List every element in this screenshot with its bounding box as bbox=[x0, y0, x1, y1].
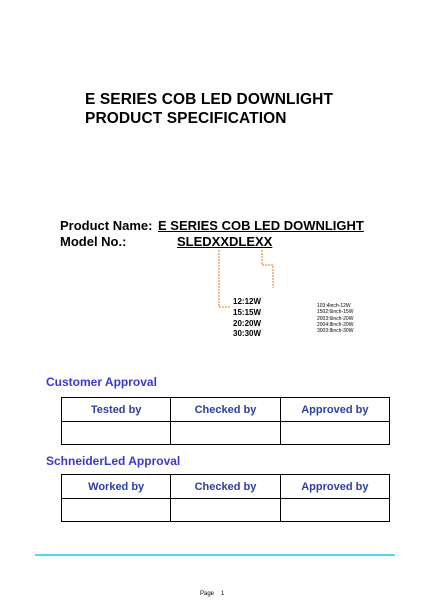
schneiderled-approval-table bbox=[61, 474, 390, 522]
page-number: 1 bbox=[221, 591, 225, 597]
checked-by-header: Checked by bbox=[171, 398, 280, 422]
document-title-line-1: E SERIES COB LED DOWNLIGHT bbox=[85, 91, 334, 108]
wattage-option: 12:12W bbox=[233, 297, 262, 306]
product-name-label: Product Name: bbox=[60, 218, 153, 233]
size-option: 2004:8inch-20W bbox=[317, 322, 354, 328]
table-header-row bbox=[62, 475, 390, 499]
product-name-value: E SERIES COB LED DOWNLIGHT bbox=[158, 218, 364, 233]
size-option: 2003:6inch-20W bbox=[317, 316, 354, 322]
tested-by-header: Tested by bbox=[62, 398, 171, 422]
size-option: 103:4inch-12W bbox=[317, 303, 351, 309]
worked-by-signature-cell[interactable] bbox=[62, 499, 171, 522]
wattage-option: 20:20W bbox=[233, 319, 262, 328]
footer-divider bbox=[35, 554, 395, 556]
checked-by-header: Checked by bbox=[171, 475, 280, 499]
model-number-value: SLEDXXDLEXX bbox=[177, 234, 273, 249]
schneiderled-approval-title: SchneiderLed Approval bbox=[46, 454, 181, 468]
page-label: Page bbox=[200, 591, 215, 597]
signature-row bbox=[62, 422, 390, 445]
signature-row bbox=[62, 499, 390, 522]
approved-by-signature-cell[interactable] bbox=[280, 422, 389, 445]
model-number-label: Model No.: bbox=[60, 234, 127, 249]
customer-approval-table bbox=[61, 397, 390, 445]
page-footer bbox=[200, 591, 231, 597]
checked-by-signature-cell[interactable] bbox=[171, 499, 280, 522]
checked-by-signature-cell[interactable] bbox=[171, 422, 280, 445]
table-header-row bbox=[62, 398, 390, 422]
tested-by-signature-cell[interactable] bbox=[62, 422, 171, 445]
size-option: 3003:8inch-30W bbox=[317, 328, 354, 334]
approved-by-header: Approved by bbox=[280, 398, 389, 422]
document-title-line-2: PRODUCT SPECIFICATION bbox=[85, 110, 287, 127]
approved-by-signature-cell[interactable] bbox=[280, 499, 389, 522]
wattage-bracket bbox=[219, 250, 231, 307]
wattage-option: 15:15W bbox=[233, 308, 262, 317]
approved-by-header: Approved by bbox=[280, 475, 389, 499]
size-bracket bbox=[262, 250, 273, 288]
customer-approval-title: Customer Approval bbox=[46, 375, 157, 389]
worked-by-header: Worked by bbox=[62, 475, 171, 499]
wattage-option: 30:30W bbox=[233, 329, 262, 338]
size-option: 1502:6inch-15W bbox=[317, 309, 354, 315]
